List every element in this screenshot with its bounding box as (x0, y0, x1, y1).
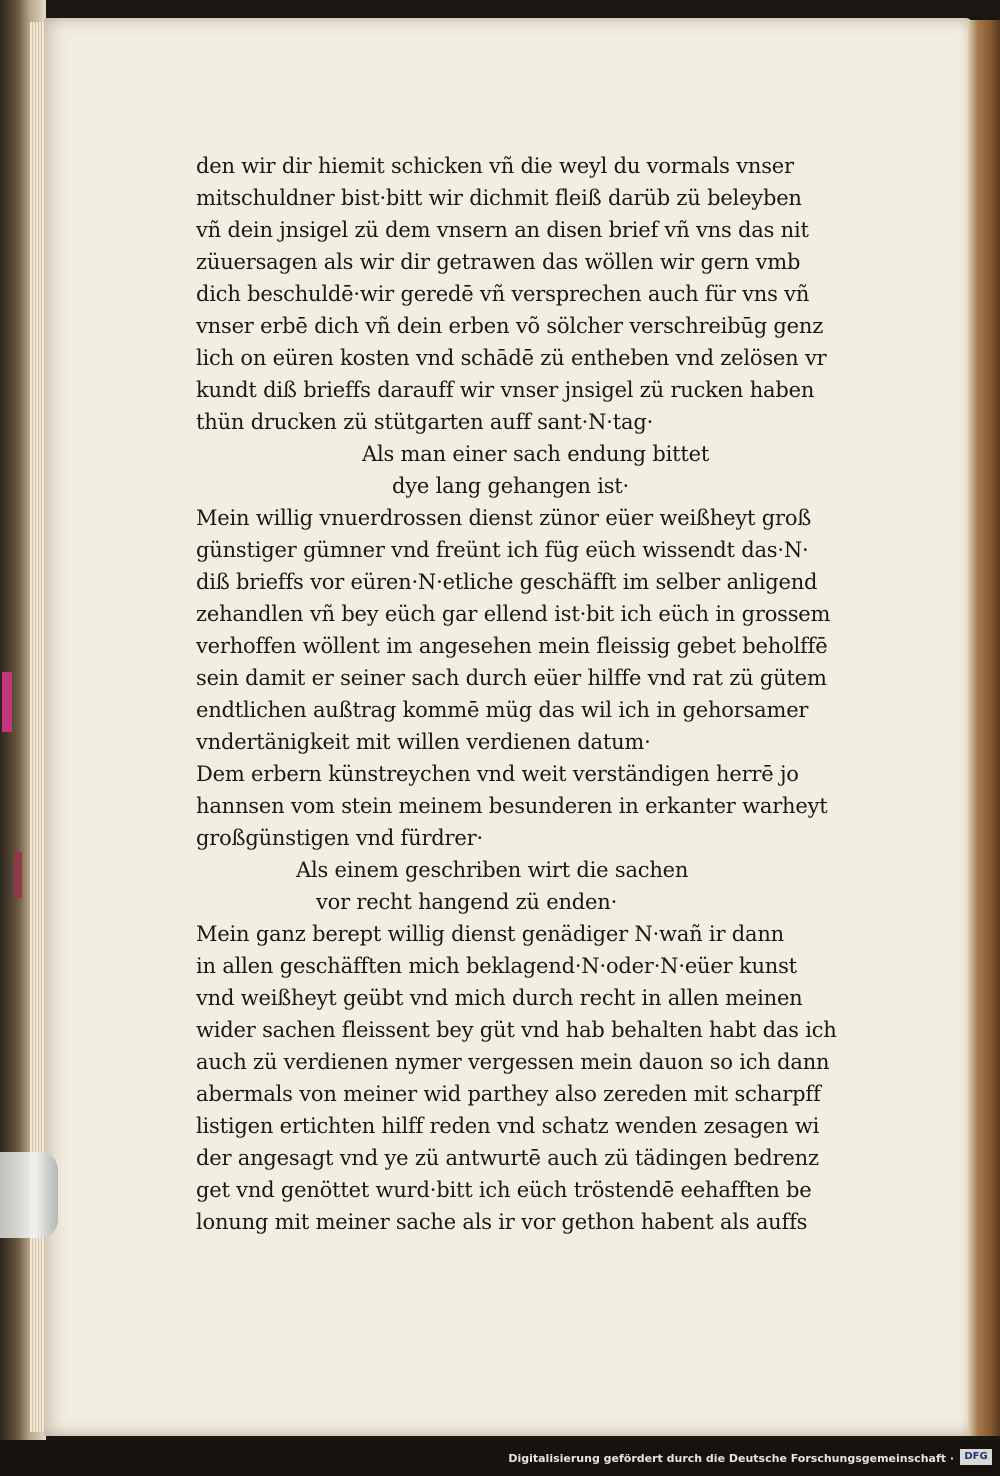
text-line: mitschuldner bist·bitt wir dichmit fleiß darüb zü beleyben (196, 186, 802, 210)
section-heading: Als einem geschriben wirt die sachen (296, 858, 689, 882)
bookmark-tab (2, 672, 12, 732)
funding-credit: Digitalisierung gefördert durch die Deutsche Forschungsgemeinschaft · (508, 1452, 954, 1465)
text-line: zehandlen vñ bey eüch gar ellend ist·bit ich eüch in grossem (196, 602, 831, 626)
text-line: verhoffen wöllent im angesehen mein fleissig gebet beholffē (196, 634, 828, 658)
text-line: günstiger gümner vnd freünt ich füg eüch wissendt das·N· (196, 538, 809, 562)
text-line: kundt diß brieffs darauff wir vnser jnsigel zü rucken haben (196, 378, 815, 402)
text-line: dich beschuldē·wir geredē vñ versprechen auch für vns vñ (196, 282, 810, 306)
text-line: der angesagt vnd ye zü antwurtē auch zü tädingen bedrenz (196, 1146, 819, 1170)
text-line: vnser erbē dich vñ dein erben võ sölcher verschreibūg genz (196, 314, 824, 338)
text-line: lich on eüren kosten vnd schādē zü entheben vnd zelösen vr (196, 346, 827, 370)
text-line: thün drucken zü stütgarten auff sant·N·tag· (196, 410, 654, 434)
text-line: abermals von meiner wid parthey also zereden mit scharpff (196, 1082, 821, 1106)
page-text-block (196, 150, 896, 1238)
section-heading: Als man einer sach endung bittet (362, 442, 710, 466)
text-line: listigen ertichten hilff reden vnd schatz wenden zesagen wi (196, 1114, 820, 1138)
text-line: den wir dir hiemit schicken vñ die weyl du vormals vnser (196, 154, 794, 178)
text-line: Mein ganz berept willig dienst genädiger N·wañ ir dann (196, 922, 784, 946)
dfg-logo: DFG (960, 1449, 992, 1465)
text-line: züuersagen als wir dir getrawen das wöllen wir gern vmb (196, 250, 801, 274)
section-heading-continued: vor recht hangend zü enden· (316, 890, 618, 914)
text-line: vñ dein jnsigel zü dem vnsern an disen brief vñ vns das nit (196, 218, 809, 242)
bookmark-tab-secondary (14, 852, 22, 898)
text-line: Dem erbern künstreychen vnd weit verständigen herrē jo (196, 762, 799, 786)
text-line: get vnd genöttet wurd·bitt ich eüch tröstendē eehafften be (196, 1178, 812, 1202)
text-line: in allen geschäfften mich beklagend·N·oder·N·eüer kunst (196, 954, 797, 978)
text-line: lonung mit meiner sache als ir vor gethon habent als auffs (196, 1210, 808, 1234)
text-line: wider sachen fleissent bey güt vnd hab behalten habt das ich (196, 1018, 837, 1042)
text-line: hannsen vom stein meinem besunderen in erkanter warheyt (196, 794, 828, 818)
text-line: vnd weißheyt geübt vnd mich durch recht in allen meinen (196, 986, 803, 1010)
text-line: Mein willig vnuerdrossen dienst zünor eüer weißheyt groß (196, 506, 812, 530)
text-line: sein damit er seiner sach durch eüer hilffe vnd rat zü gütem (196, 666, 827, 690)
text-line: auch zü verdienen nymer vergessen mein dauon so ich dann (196, 1050, 830, 1074)
page-clip (0, 1152, 58, 1238)
text-line: endtlichen außtrag kommē müg das wil ich in gehorsamer (196, 698, 809, 722)
text-line: vndertänigkeit mit willen verdienen datum· (196, 730, 651, 754)
text-line: diß brieffs vor eüren·N·etliche geschäfft im selber anligend (196, 570, 818, 594)
text-line: großgünstigen vnd fürdrer· (196, 826, 483, 850)
digitization-footer (0, 1440, 1000, 1476)
book-fore-edge (968, 20, 1000, 1436)
section-heading-continued: dye lang gehangen ist· (392, 474, 630, 498)
